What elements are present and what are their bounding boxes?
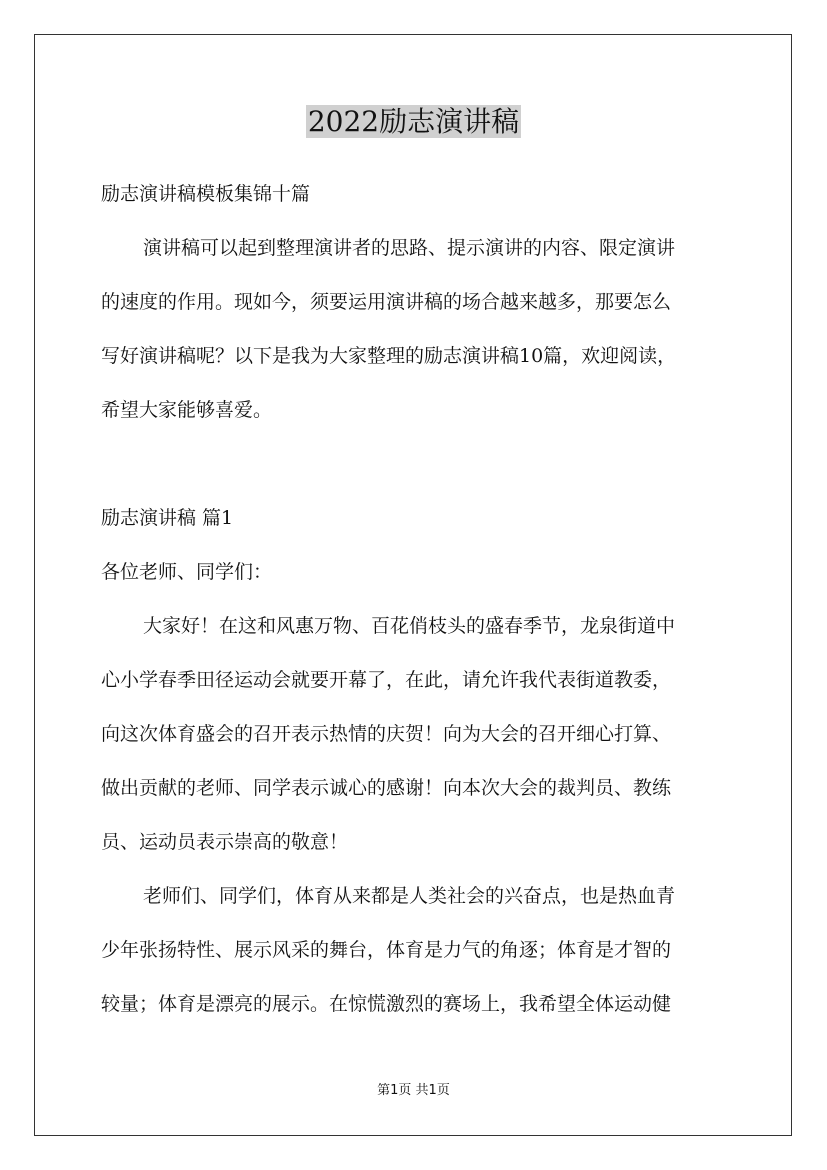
para1-line-1: 大家好！在这和风惠万物、百花俏枝头的盛春季节，龙泉街道中 [143, 615, 676, 637]
para1-line-5: 员、运动员表示崇高的敬意！ [101, 831, 349, 853]
intro-line-4: 希望大家能够喜爱。 [101, 399, 273, 421]
document-title-text: 2022励志演讲稿 [307, 105, 520, 138]
intro-line-2: 的速度的作用。现如今，须要运用演讲稿的场合越来越多，那要怎么 [101, 291, 672, 313]
page-footer: 第1页 共1页 [377, 1083, 450, 1098]
intro-line-3: 写好演讲稿呢？以下是我为大家整理的励志演讲稿10篇，欢迎阅读， [101, 345, 677, 367]
para1-line-3: 向这次体育盛会的召开表示热情的庆贺！向为大会的召开细心打算、 [101, 723, 672, 745]
section-heading: 励志演讲稿 篇1 [101, 507, 234, 529]
document-subtitle: 励志演讲稿模板集锦十篇 [101, 183, 311, 205]
para1-line-4: 做出贡献的老师、同学表示诚心的感谢！向本次大会的裁判员、教练 [101, 777, 672, 799]
intro-line-1: 演讲稿可以起到整理演讲者的思路、提示演讲的内容、限定演讲 [143, 237, 676, 259]
salutation: 各位老师、同学们： [101, 561, 273, 583]
para2-line-1: 老师们、同学们，体育从来都是人类社会的兴奋点，也是热血青 [143, 885, 676, 907]
para2-line-3: 较量；体育是漂亮的展示。在惊慌激烈的赛场上，我希望全体运动健 [101, 993, 672, 1015]
para2-line-2: 少年张扬特性、展示风采的舞台，体育是力气的角逐；体育是才智的 [101, 939, 672, 961]
document-title [0, 102, 827, 142]
para1-line-2: 心小学春季田径运动会就要开幕了，在此，请允许我代表街道教委， [101, 669, 672, 691]
